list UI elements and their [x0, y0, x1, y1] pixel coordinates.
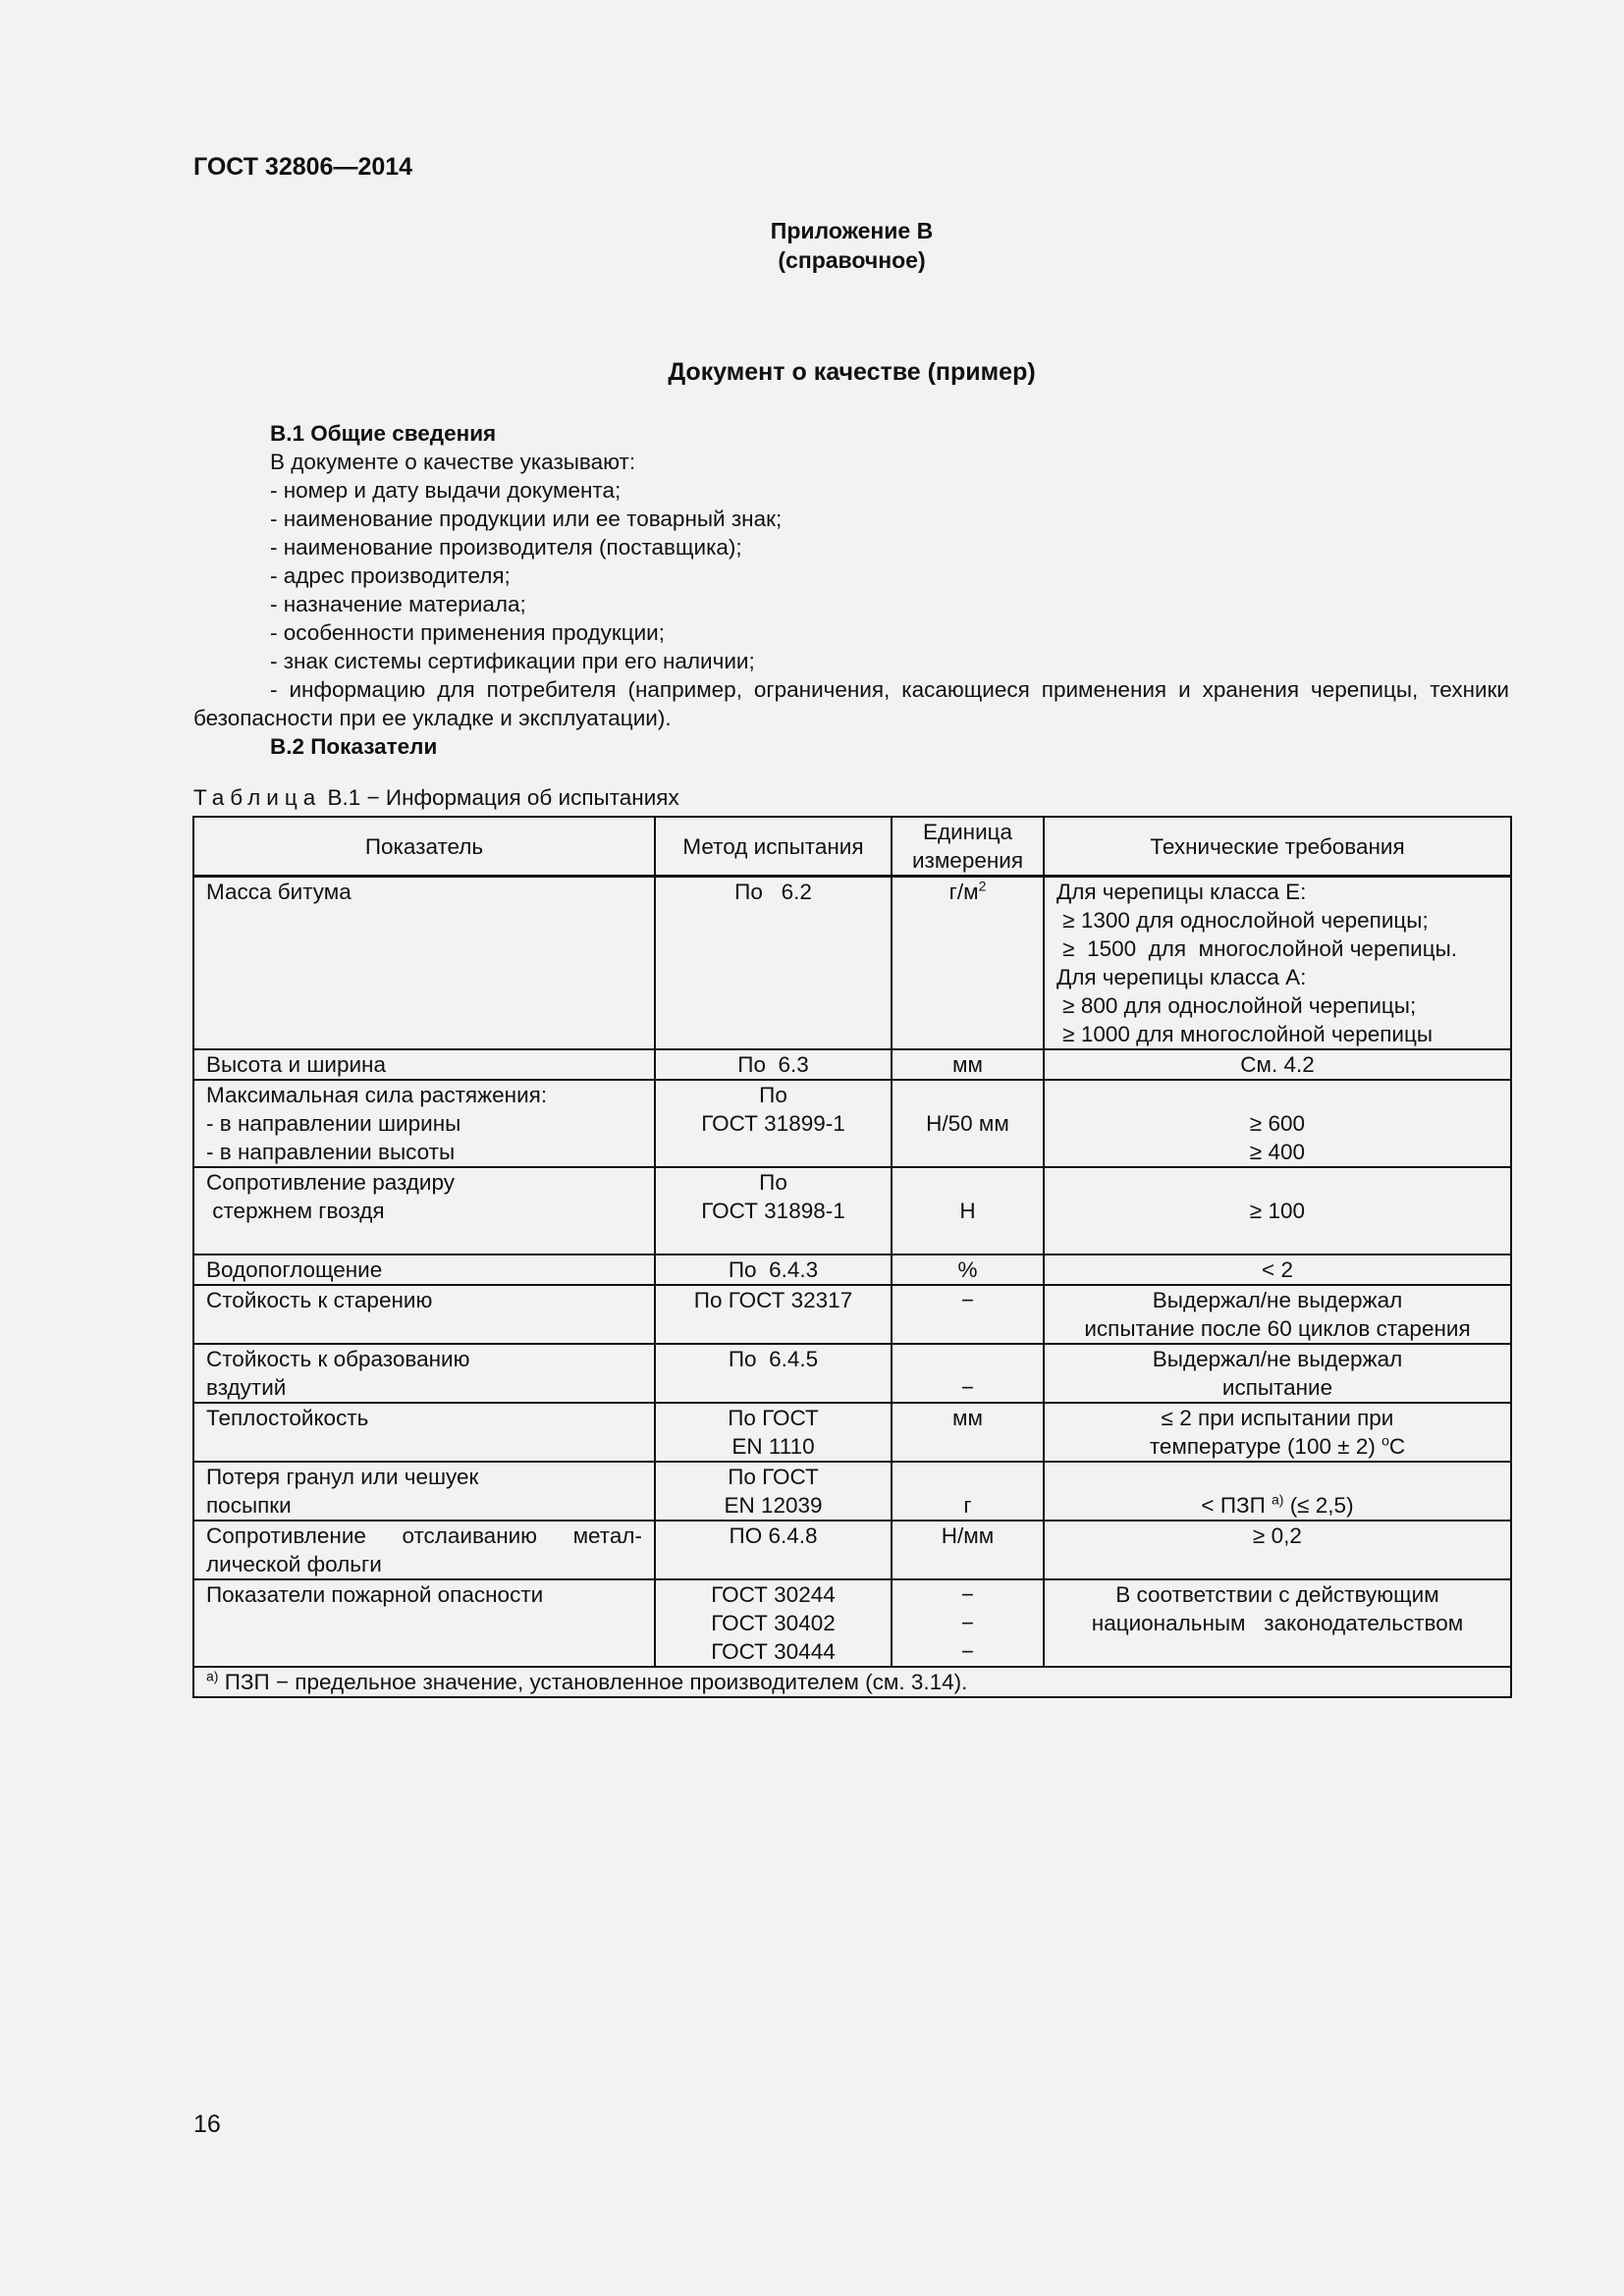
- cell-unit: [892, 1344, 1044, 1403]
- req-line-unit: С: [1388, 1434, 1406, 1459]
- section-b2-heading: В.2 Показатели: [270, 734, 438, 759]
- indicator-line: - в направлении ширины: [206, 1111, 461, 1136]
- cell-requirements: [1044, 877, 1511, 1050]
- req-text: < ПЗП: [1201, 1493, 1272, 1518]
- req-line: ≥ 600: [1249, 1111, 1306, 1136]
- table-row: [193, 1579, 1511, 1667]
- list-item: - особенности применения продукции;: [270, 620, 665, 645]
- table-footnote-row: [193, 1667, 1511, 1697]
- cell-unit: Н/мм: [892, 1521, 1044, 1579]
- cell-indicator: [193, 1080, 655, 1167]
- section-b1-heading: В.1 Общие сведения: [270, 421, 497, 446]
- req-line: ≥ 1000 для многослойной черепицы: [1056, 1022, 1434, 1046]
- list-item: - назначение материала;: [270, 592, 526, 616]
- req-line: Выдержал/не выдержал: [1152, 1288, 1403, 1312]
- unit-text: −: [960, 1375, 975, 1400]
- table-row: [193, 1344, 1511, 1403]
- cell-unit: мм: [892, 1403, 1044, 1462]
- cell-unit: %: [892, 1255, 1044, 1285]
- cell-unit: мм: [892, 1049, 1044, 1080]
- req-line: ≤ 2 при испытании при: [1161, 1406, 1394, 1430]
- footnote-text: ПЗП − предельное значение, установленное производителем (см. 3.14).: [218, 1670, 968, 1694]
- cell-indicator: Высота и ширина: [193, 1049, 655, 1080]
- unit-line: −: [960, 1639, 975, 1664]
- req-line: ≥ 1300 для однослойной черепицы;: [1056, 908, 1429, 933]
- section-b1-intro: В документе о качестве указывают:: [270, 450, 636, 474]
- cell-indicator: Водопоглощение: [193, 1255, 655, 1285]
- cell-requirements: [1044, 1579, 1511, 1667]
- method-line: EN 1110: [731, 1434, 815, 1459]
- degree-sup: о: [1381, 1432, 1389, 1449]
- indicator-line: Максимальная сила растяжения:: [206, 1083, 548, 1107]
- cell-requirements: [1044, 1344, 1511, 1403]
- cell-unit: [892, 877, 1044, 1050]
- req-line: Для черепицы класса Е:: [1056, 880, 1307, 904]
- method-line: ГОСТ 31898-1: [701, 1199, 845, 1223]
- footnote-sup: а): [206, 1668, 219, 1684]
- table-caption-prefix: Таблица: [193, 785, 322, 810]
- req-line: ≥ 400: [1249, 1140, 1306, 1164]
- table-row: [193, 1080, 1511, 1167]
- cell-unit: −: [892, 1285, 1044, 1344]
- annex-title: Приложение В: [770, 218, 934, 243]
- cell-indicator: Масса битума: [193, 877, 655, 1050]
- method-line: EN 12039: [724, 1493, 823, 1518]
- method-line: ГОСТ 30402: [711, 1611, 836, 1635]
- req-text: ≥ 100: [1249, 1199, 1306, 1223]
- req-line: национальным законодательством: [1091, 1611, 1464, 1635]
- cell-indicator: Теплостойкость: [193, 1403, 655, 1462]
- table-row: [193, 1521, 1511, 1579]
- indicator-line: Потеря гранул или чешуек: [206, 1465, 479, 1489]
- indicator-line: - в направлении высоты: [206, 1140, 456, 1164]
- footnote-ref-sup: а): [1272, 1491, 1284, 1508]
- list-item: - знак системы сертификации при его наличии;: [270, 649, 755, 673]
- table-footnote: [193, 1667, 1511, 1697]
- cell-method: [655, 1403, 892, 1462]
- page-number: 16: [193, 2110, 221, 2138]
- table-header-row: [193, 817, 1511, 877]
- unit-text: Н: [959, 1199, 976, 1223]
- header-method: Метод испытания: [655, 817, 892, 877]
- unit-line: −: [960, 1611, 975, 1635]
- cell-requirements: [1044, 1080, 1511, 1167]
- indicator-line: Сопротивление отслаиванию метал-: [206, 1523, 642, 1548]
- cell-unit: [892, 1080, 1044, 1167]
- method-line: По ГОСТ: [728, 1465, 819, 1489]
- cell-method: [655, 1080, 892, 1167]
- method-line: ГОСТ 30244: [711, 1582, 836, 1607]
- method-line: По: [759, 1083, 787, 1107]
- indicator-line: Сопротивление раздиру: [206, 1170, 455, 1195]
- list-item: - информацию для потребителя (например, ограничения, касающиеся применения и хранения черепицы, техники безопасности при ее укладке и эксплуатации).: [193, 677, 1509, 730]
- header-unit: Единица измерения: [892, 817, 1044, 877]
- req-line: испытание после 60 циклов старения: [1084, 1316, 1471, 1341]
- cell-requirements: [1044, 1167, 1511, 1255]
- cell-method-text: По 6.4.3: [728, 1257, 819, 1282]
- standard-header: ГОСТ 32806—2014: [193, 153, 413, 181]
- req-line: ≥ 800 для однослойной черепицы;: [1056, 993, 1417, 1018]
- req-line: Для черепицы класса А:: [1056, 965, 1307, 989]
- cell-indicator: [193, 1462, 655, 1521]
- table-caption-text: В.1 − Информация об испытаниях: [321, 785, 679, 810]
- req-text-tail: (≤ 2,5): [1283, 1493, 1354, 1518]
- cell-unit-sup: 2: [978, 878, 987, 894]
- list-item: - номер и дату выдачи документа;: [270, 478, 622, 503]
- indicator-line: лической фольги: [206, 1552, 382, 1576]
- cell-indicator: Показатели пожарной опасности: [193, 1579, 655, 1667]
- header-indicator: Показатель: [193, 817, 655, 877]
- cell-requirements: [1044, 1462, 1511, 1521]
- header-requirements: Технические требования: [1044, 817, 1511, 877]
- cell-method: ПО 6.4.8: [655, 1521, 892, 1579]
- indicator-line: вздутий: [206, 1375, 287, 1400]
- cell-requirements: [1044, 1403, 1511, 1462]
- unit-text: Н/50 мм: [926, 1111, 1009, 1136]
- cell-indicator: Стойкость к старению: [193, 1285, 655, 1344]
- cell-method-text: По 6.2: [734, 880, 812, 904]
- cell-method: [655, 1462, 892, 1521]
- method-line: По ГОСТ: [728, 1406, 819, 1430]
- req-line: [1056, 1432, 1498, 1461]
- table-row: [193, 1167, 1511, 1255]
- cell-method: По ГОСТ 32317: [655, 1285, 892, 1344]
- cell-unit: [892, 1167, 1044, 1255]
- cell-method-text: По 6.4.5: [728, 1347, 819, 1371]
- req-line: Выдержал/не выдержал: [1152, 1347, 1403, 1371]
- cell-requirements: [1044, 1285, 1511, 1344]
- cell-method: [655, 1344, 892, 1403]
- req-line: [1056, 1491, 1498, 1520]
- req-line-text: температуре (100 ± 2): [1149, 1434, 1382, 1459]
- method-line: По: [759, 1170, 787, 1195]
- cell-unit-base: г/м: [948, 880, 979, 904]
- cell-indicator: [193, 1521, 655, 1579]
- cell-method: [655, 1579, 892, 1667]
- req-line: испытание: [1221, 1375, 1333, 1400]
- cell-method: [655, 1049, 892, 1080]
- cell-requirements: См. 4.2: [1044, 1049, 1511, 1080]
- table-row: [193, 877, 1511, 1050]
- table-row: [193, 1049, 1511, 1080]
- cell-indicator: [193, 1344, 655, 1403]
- indicator-line: стержнем гвоздя: [206, 1199, 385, 1223]
- list-item: - наименование продукции или ее товарный знак;: [270, 507, 783, 531]
- cell-unit: [892, 1462, 1044, 1521]
- indicator-line: Стойкость к образованию: [206, 1347, 470, 1371]
- req-line: В соответствии с действующим: [1115, 1582, 1439, 1607]
- document-title: Документ о качестве (пример): [668, 358, 1036, 386]
- table-row: [193, 1462, 1511, 1521]
- tests-table: [192, 816, 1512, 1698]
- cell-requirements: < 2: [1044, 1255, 1511, 1285]
- cell-method-text: По 6.3: [737, 1052, 809, 1077]
- cell-unit: [892, 1579, 1044, 1667]
- annex-heading: [0, 216, 1624, 275]
- unit-text: г: [963, 1493, 972, 1518]
- method-line: ГОСТ 31899-1: [701, 1111, 845, 1136]
- table-caption: [193, 785, 679, 811]
- cell-indicator: [193, 1167, 655, 1255]
- annex-status: (справочное): [778, 247, 926, 273]
- section-b1: [193, 419, 1509, 761]
- unit-line: −: [960, 1582, 975, 1607]
- cell-method: [655, 1255, 892, 1285]
- method-line: ГОСТ 30444: [711, 1639, 836, 1664]
- list-item: - адрес производителя;: [270, 563, 511, 588]
- cell-method: [655, 877, 892, 1050]
- cell-requirements: ≥ 0,2: [1044, 1521, 1511, 1579]
- table-row: [193, 1285, 1511, 1344]
- list-item: - наименование производителя (поставщика);: [270, 535, 742, 560]
- cell-method: [655, 1167, 892, 1255]
- req-line: ≥ 1500 для многослойной черепицы.: [1056, 936, 1458, 961]
- table-row: [193, 1255, 1511, 1285]
- table-row: [193, 1403, 1511, 1462]
- indicator-line: посыпки: [206, 1493, 292, 1518]
